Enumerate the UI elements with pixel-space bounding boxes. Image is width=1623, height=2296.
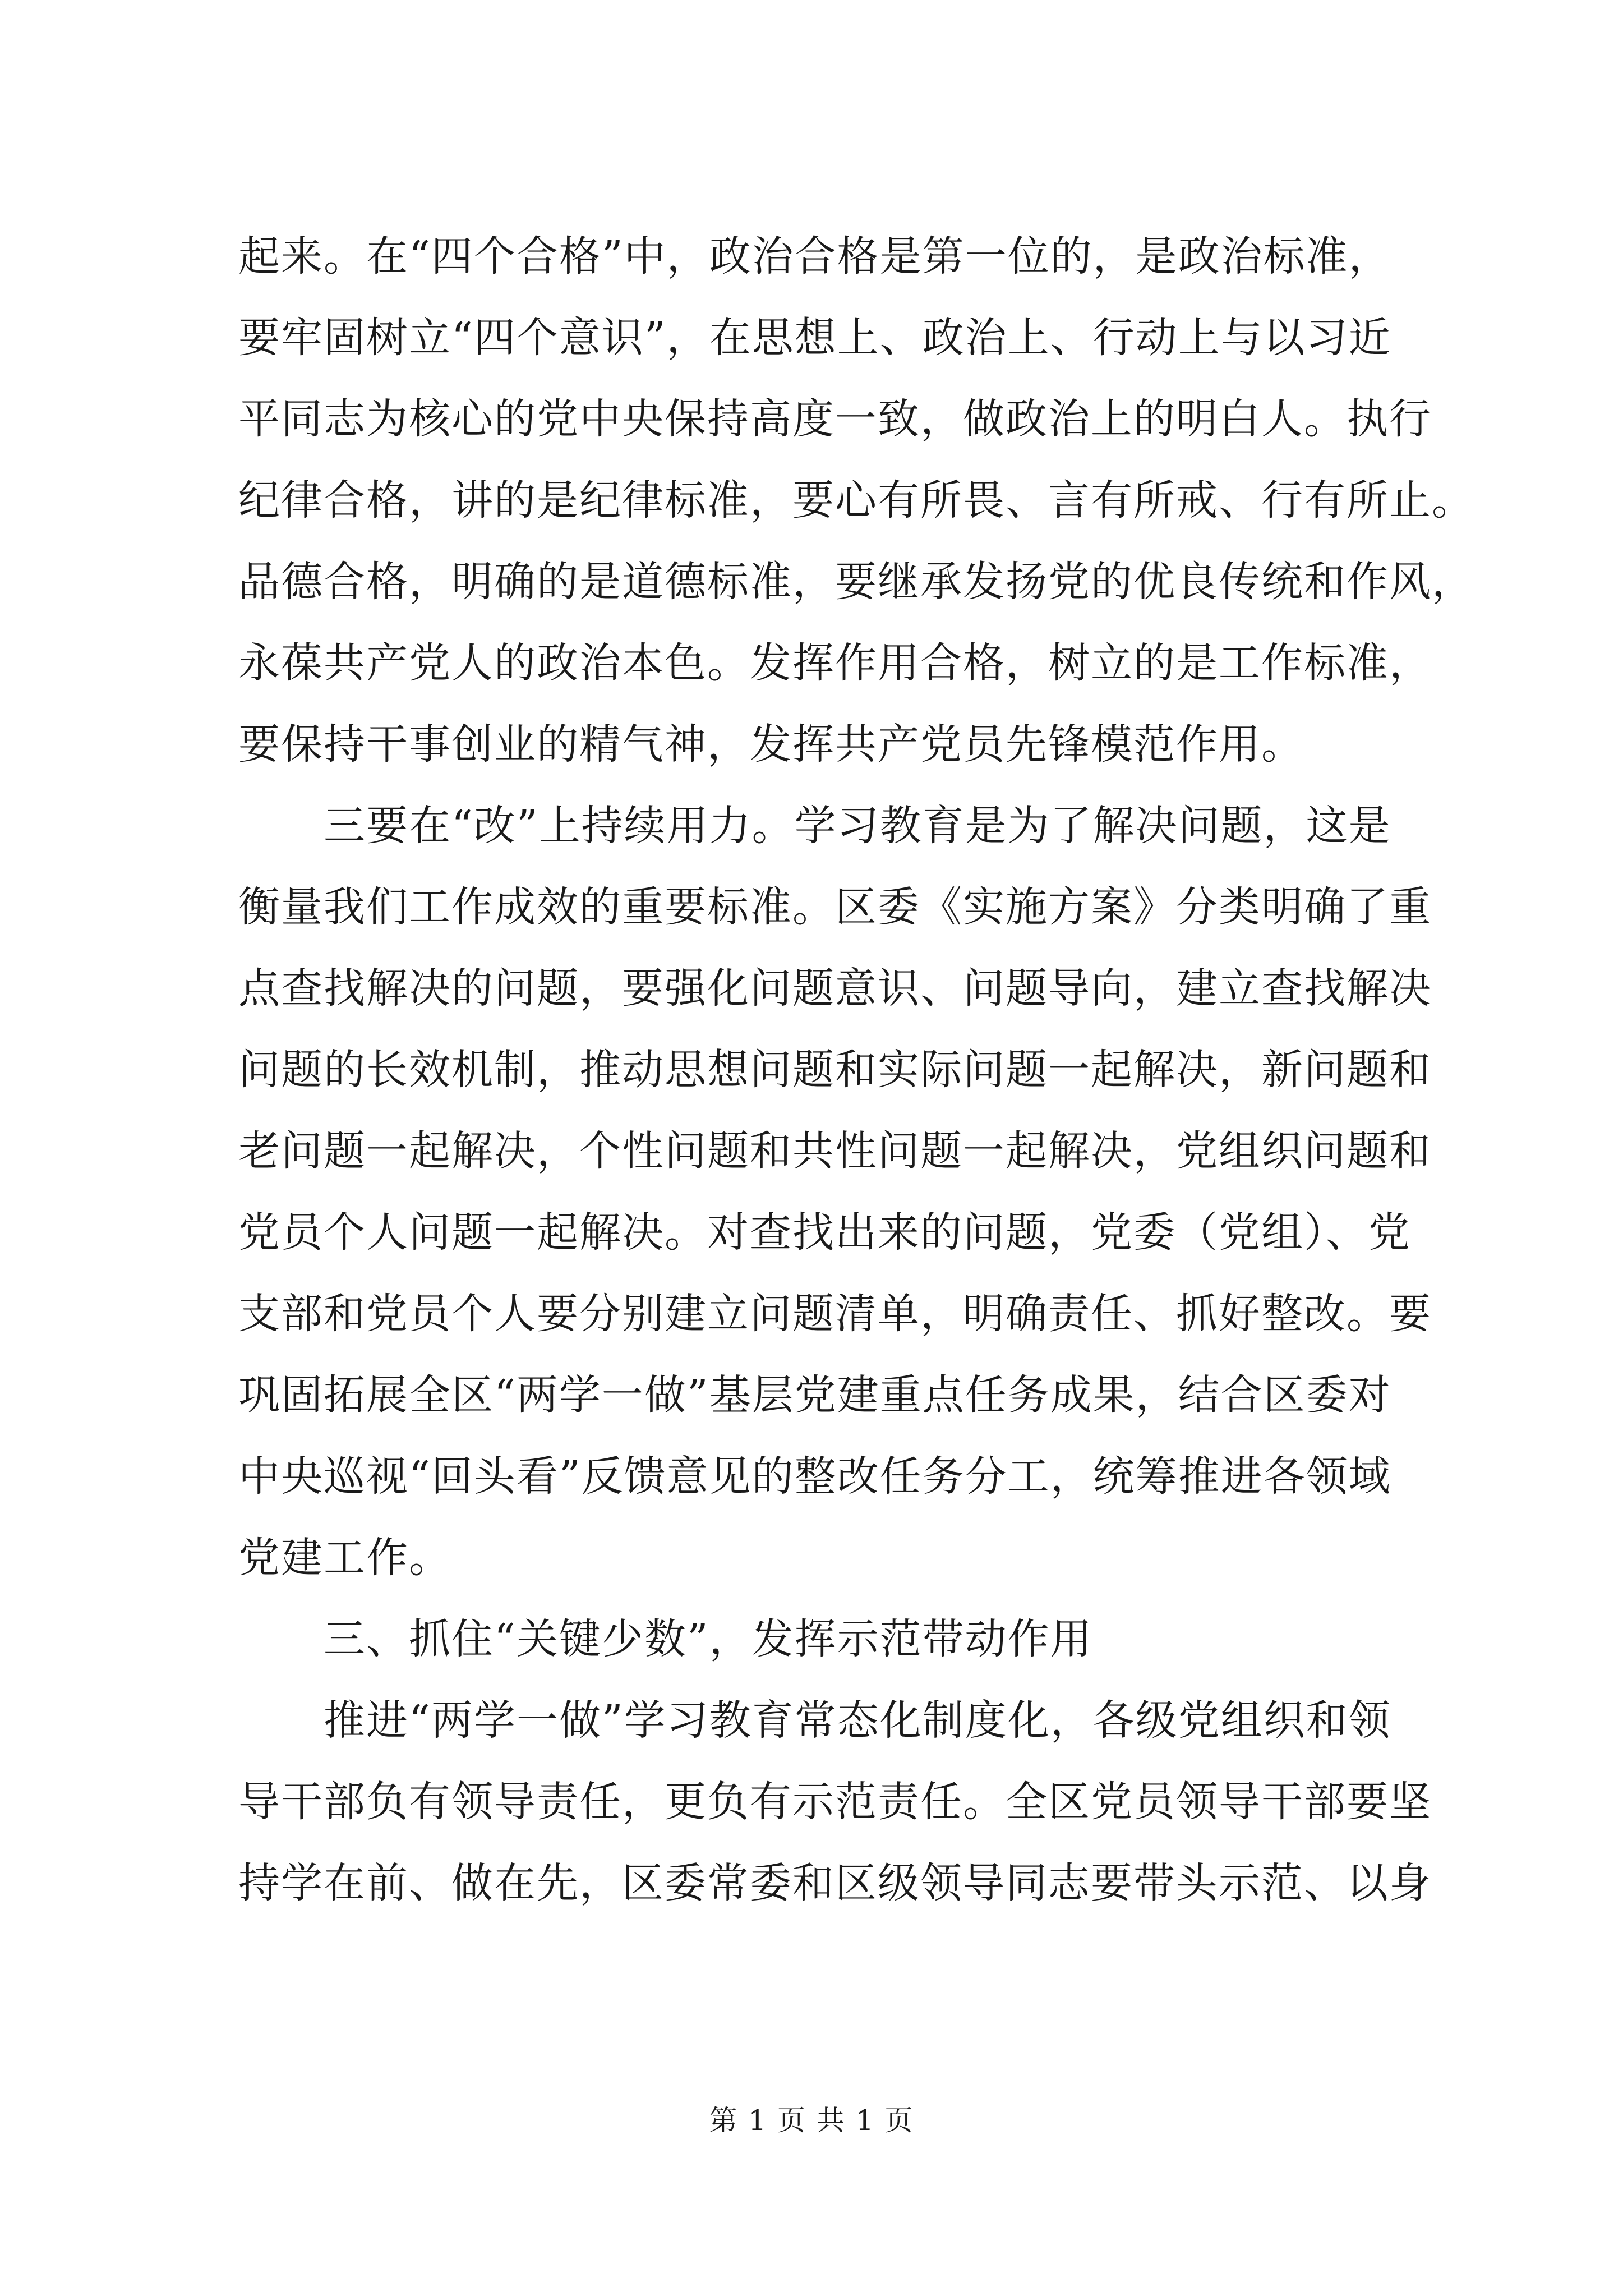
text-line: 纪律合格，讲的是纪律标准，要心有所畏、言有所戒、行有所止。 [238,476,1474,524]
page-number-footer: 第 1 页 共 1 页 [709,2104,914,2137]
text-line: 衡量我们工作成效的重要标准。区委《实施方案》分类明确了重 [238,883,1432,931]
text-line: 要保持干事创业的精气神，发挥共产党员先锋模范作用。 [238,720,1304,769]
text-line: 党员个人问题一起解决。对查找出来的问题，党委（党组）、党 [238,1208,1411,1257]
document-body [238,216,1474,1924]
text-line: 要牢固树立“四个意识”，在思想上、政治上、行动上与以习近 [238,314,1391,362]
text-line: 品德合格，明确的是道德标准，要继承发扬党的优良传统和作风， [238,558,1474,606]
text-line: 老问题一起解决，个性问题和共性问题一起解决，党组织问题和 [238,1127,1432,1175]
section-heading: 三、抓住“关键少数”，发挥示范带动作用 [238,1615,1093,1663]
text-line: 中央巡视“回头看”反馈意见的整改任务分工，统筹推进各领域 [238,1452,1391,1501]
text-line: 三要在“改”上持续用力。学习教育是为了解决问题，这是 [238,802,1391,850]
text-line: 支部和党员个人要分别建立问题清单，明确责任、抓好整改。要 [238,1290,1432,1338]
text-line: 党建工作。 [238,1534,451,1582]
text-line: 点查找解决的问题，要强化问题意识、问题导向，建立查找解决 [238,964,1432,1013]
text-line: 起来。在“四个合格”中，政治合格是第一位的，是政治标准， [238,232,1391,280]
text-line: 永葆共产党人的政治本色。发挥作用合格，树立的是工作标准， [238,639,1432,687]
text-line: 问题的长效机制，推动思想问题和实际问题一起解决，新问题和 [238,1046,1432,1094]
text-line: 巩固拓展全区“两学一做”基层党建重点任务成果，结合区委对 [238,1371,1391,1419]
text-line: 平同志为核心的党中央保持高度一致，做政治上的明白人。执行 [238,395,1432,443]
text-line: 导干部负有领导责任，更负有示范责任。全区党员领导干部要坚 [238,1778,1432,1826]
text-line: 推进“两学一做”学习教育常态化制度化，各级党组织和领 [238,1696,1391,1745]
text-line: 持学在前、做在先，区委常委和区级领导同志要带头示范、以身 [238,1859,1432,1907]
